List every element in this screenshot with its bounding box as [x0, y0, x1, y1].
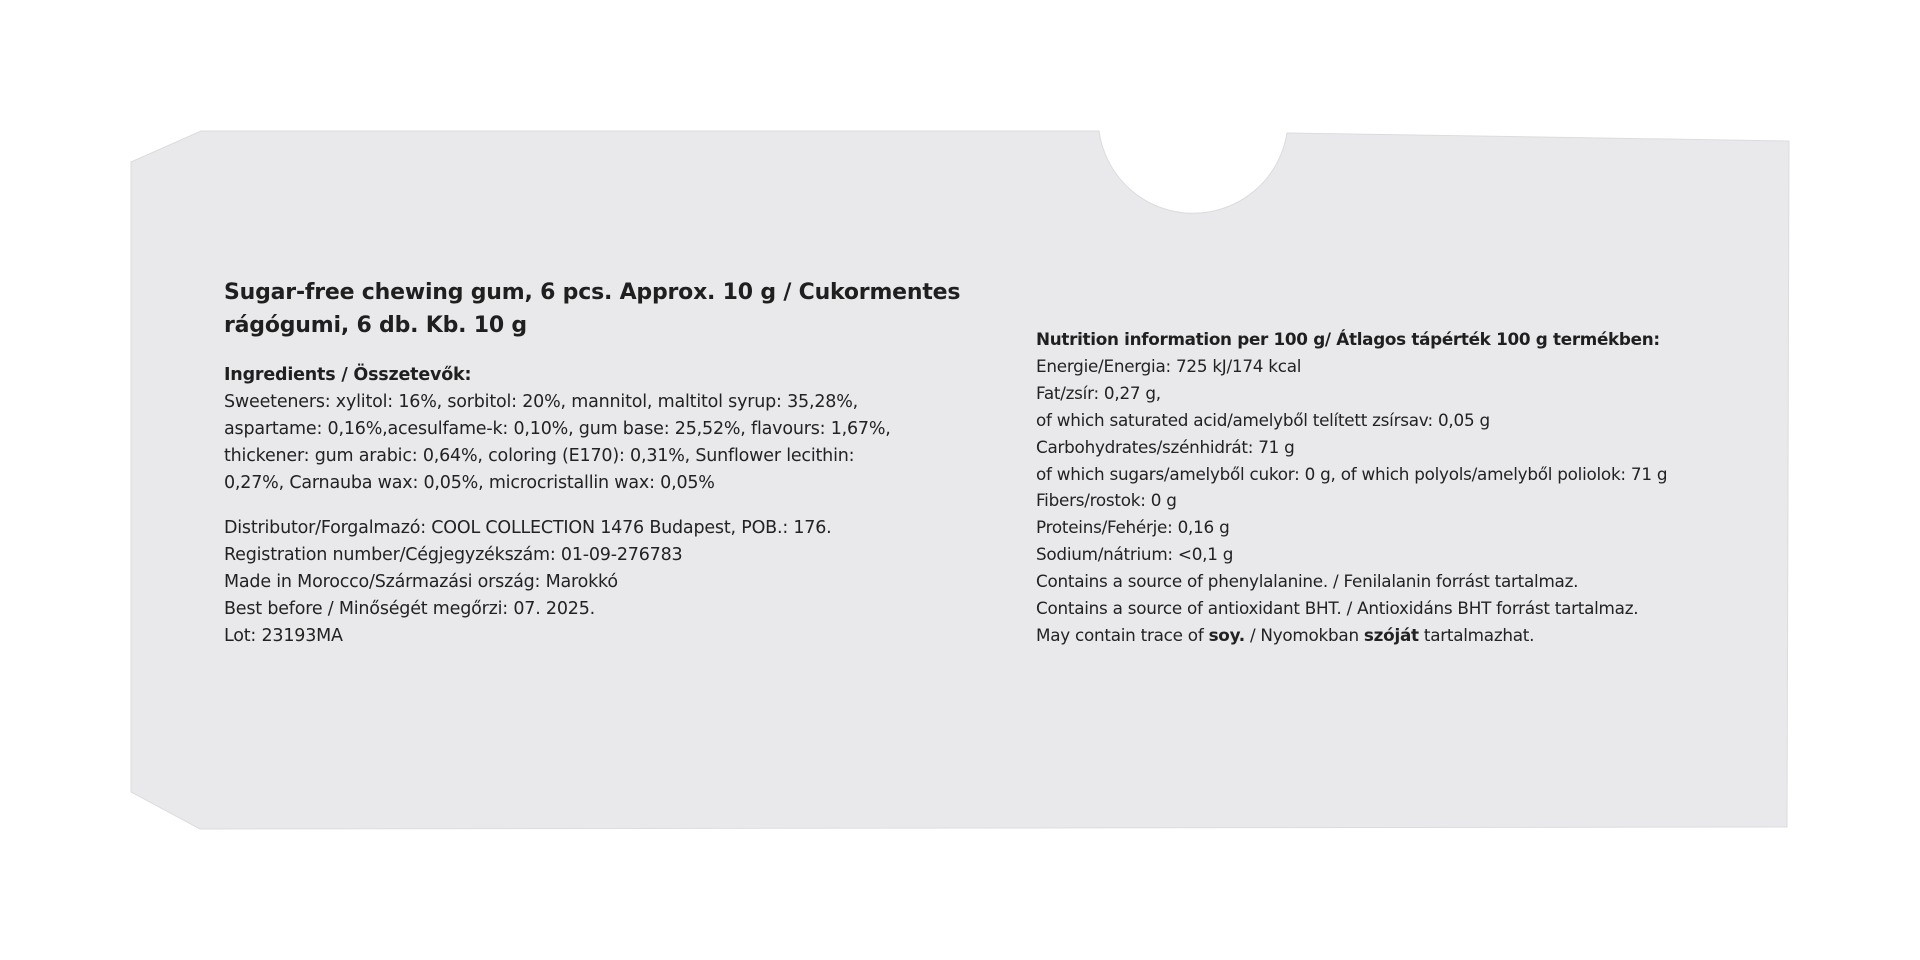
allergen-middle: / Nyomokban [1244, 624, 1364, 645]
nutrition-heading: Nutrition information per 100 g/ Átlagos tápérték 100 g termékben: [1036, 329, 1660, 349]
product-title-line-1: Sugar-free chewing gum, 6 pcs. Approx. 10 g / Cukormentes [224, 280, 961, 305]
nutrition-line: Fibers/rostok: 0 g [1036, 490, 1177, 511]
allergen-suffix: tartalmazhat. [1418, 624, 1535, 645]
ingredients-heading: Ingredients / Összetevők: [224, 365, 472, 385]
nutrition-line: Proteins/Fehérje: 0,16 g [1036, 517, 1230, 538]
allergen-prefix: May contain trace of [1036, 624, 1209, 645]
allergen-soy-hu: szóját [1363, 624, 1419, 645]
distributor-text: Distributor/Forgalmazó: COOL COLLECTION 1476 Budapest, POB.: 176. [224, 518, 832, 538]
nutrition-line: Carbohydrates/szénhidrát: 71 g [1036, 436, 1295, 457]
ingredients-line: 0,27%, Carnauba wax: 0,05%, microcristallin wax: 0,05% [224, 473, 715, 493]
nutrition-line: Fat/zsír: 0,27 g, [1036, 382, 1161, 403]
ingredients-line: Sweeteners: xylitol: 16%, sorbitol: 20%, mannitol, maltitol syrup: 35,28%, [224, 392, 858, 412]
registration-number-text: Registration number/Cégjegyzékszám: 01-09-276783 [224, 545, 683, 565]
nutrition-line: Contains a source of antioxidant BHT. / Antioxidáns BHT forrást tartalmaz. [1036, 598, 1639, 619]
allergen-statement [1036, 622, 1756, 649]
nutrition-line: Sodium/nátrium: <0,1 g [1036, 544, 1234, 565]
nutrition-line: Energie/Energia: 725 kJ/174 kcal [1036, 355, 1302, 376]
country-of-origin-text: Made in Morocco/Származási ország: Marokkó [224, 572, 618, 592]
nutrition-info-column [1036, 326, 1756, 649]
product-title-line-2: rágógumi, 6 db. Kb. 10 g [224, 313, 527, 338]
allergen-soy-en: soy. [1208, 624, 1245, 645]
lot-number-text: Lot: 23193MA [224, 626, 343, 646]
ingredients-line: aspartame: 0,16%,acesulfame-k: 0,10%, gum base: 25,52%, flavours: 1,67%, [224, 419, 891, 439]
nutrition-line: of which saturated acid/amelyből telített zsírsav: 0,05 g [1036, 409, 1490, 430]
ingredients-line: thickener: gum arabic: 0,64%, coloring (E170): 0,31%, Sunflower lecithin: [224, 446, 855, 466]
best-before-text: Best before / Minőségét megőrzi: 07. 2025. [224, 599, 596, 619]
nutrition-line: of which sugars/amelyből cukor: 0 g, of which polyols/amelyből poliolok: 71 g [1036, 463, 1668, 484]
product-info-column [224, 276, 964, 650]
nutrition-line: Contains a source of phenylalanine. / Fenilalanin forrást tartalmaz. [1036, 571, 1579, 592]
